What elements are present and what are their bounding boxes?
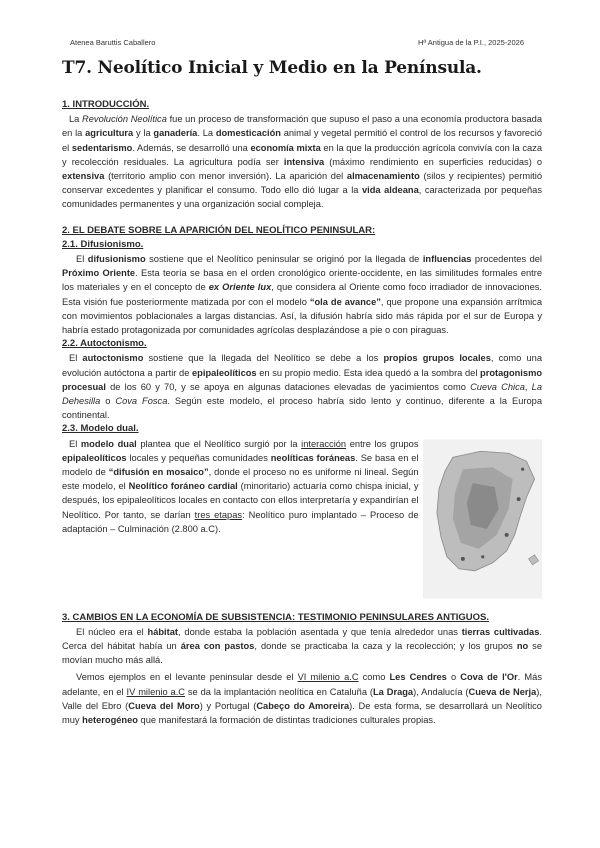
section-heading: 2. EL DEBATE SOBRE LA APARICIÓN DEL NEOLÍTICO PENINSULAR:	[62, 224, 376, 236]
subsection-heading: 2.2. Autoctonismo.	[62, 338, 147, 350]
section-heading: 1. INTRODUCCIÓN.	[62, 99, 150, 110]
paragraph: La Revolución Neolítica fue un proceso de transformación que supuso el paso a una economía productora basada en la agricultura y la ganadería. La domesticación animal y vegetal permitió el control de los recursos y favoreció el sedentarismo. Además, se desarrolló una economía mixta en la que la producción agrícola convivía con la caza y recolección residuales. La agricultura podía ser intensiva (máximo rendimiento en superficies reducidas) o extensiva (territorio amplio con menor inversión). La aparición del almacenamiento (silos y recipientes) permitió conservar excedentes y planificar el consumo. Todo ello dió lugar a la vida aldeana, caracterizada por pequeñas comunidades permanentes y una organización social compleja.	[62, 114, 542, 210]
subsection-heading: 2.3. Modelo dual.	[62, 423, 139, 435]
paragraph: El modelo dual plantea que el Neolítico surgió por la interacción entre los grupos epipaleolíticos locales y pequeñas comunidades neolíticas foráneas. Se basa en el modelo de “difusión en mosaico”, donde el proceso no es uniforme ni lineal. Según este modelo, el Neolítico foráneo cardial (minoritario) actuaría como chispa inicial, y después, los epipaleolíticos locales en contacto con ellos interpretaría y expandirían el Neolítico. Por tanto, se darían tres etapas: Neolítico puro implantado – Proceso de adaptación – Culminación (2.800 a.C).	[62, 438, 419, 534]
paragraph: El autoctonismo sostiene que la llegada del Neolítico se debe a los propios grupos locales, como una evolución autóctona a partir de epipaleolíticos en su propio medio. Esta idea quedó a la sombra del protagonismo procesual de los 60 y 70, y se apoya en algunas dataciones elevadas de yacimientos como Cueva Chica, La Dehesilla o Cova Fosca. Según este modelo, el proceso habría sido lento y continuo, diferente a la Europa continental.	[62, 353, 543, 421]
subsection-heading: 2.1. Difusionismo.	[62, 238, 144, 250]
header-author: Atenea Baruttis Caballero	[70, 38, 156, 47]
paragraph: El difusionismo sostiene que el Neolítico peninsular se originó por la llegada de influencias procedentes del Próximo Oriente. Esta teoría se basa en el orden cronológico oriente-occidente, en las similitudes formales entre los materiales y en el concepto de ex Oriente lux, que considera al Oriente como foco irradiador de innovaciones. Esta visión fue posteriormente matizada por con el modelo “ola de avance”, que propone una expansión arrítmica con movimientos poblacionales a largas distancias. Así, la difusión habría sido más rápida por el sur de Europa y habría estado protagonizada por comunidades agrícolas desplazándose a pie o con piraguas.	[62, 254, 543, 336]
paragraph: Vemos ejemplos en el levante peninsular desde el VI milenio a.C como Les Cendres o Cova de l'Or. Más adelante, en el IV milenio a.C se da la implantación neolítica en Cataluña (La Draga), Andalucía (Cueva de Nerja), Valle del Ebro (Cueva del Moro) y Portugal (Cabeço do Amoreira). De esta forma, se desarrollará un Neolítico muy heterogéneo que manifestará la formación de distintas tradiciones culturales propias.	[62, 672, 542, 726]
page-title: T7. Neolítico Inicial y Medio en la Península.	[62, 58, 482, 78]
paragraph: El núcleo era el hábitat, donde estaba la población asentada y que tenía alrededor unas tierras cultivadas. Cerca del hábitat había un área con pastos, donde se practicaba la caza y la recolección; y los grupos no se movían mucho más allá.	[62, 626, 543, 666]
document-body	[62, 98, 542, 727]
iberian-peninsula-map-icon	[423, 439, 543, 599]
header-course: Hª Antigua de la P.I., 2025-2026	[417, 38, 524, 47]
section-heading: 3. CAMBIOS EN LA ECONOMÍA DE SUBSISTENCIA: TESTIMONIO PENINSULARES ANTIGUOS.	[62, 611, 489, 623]
